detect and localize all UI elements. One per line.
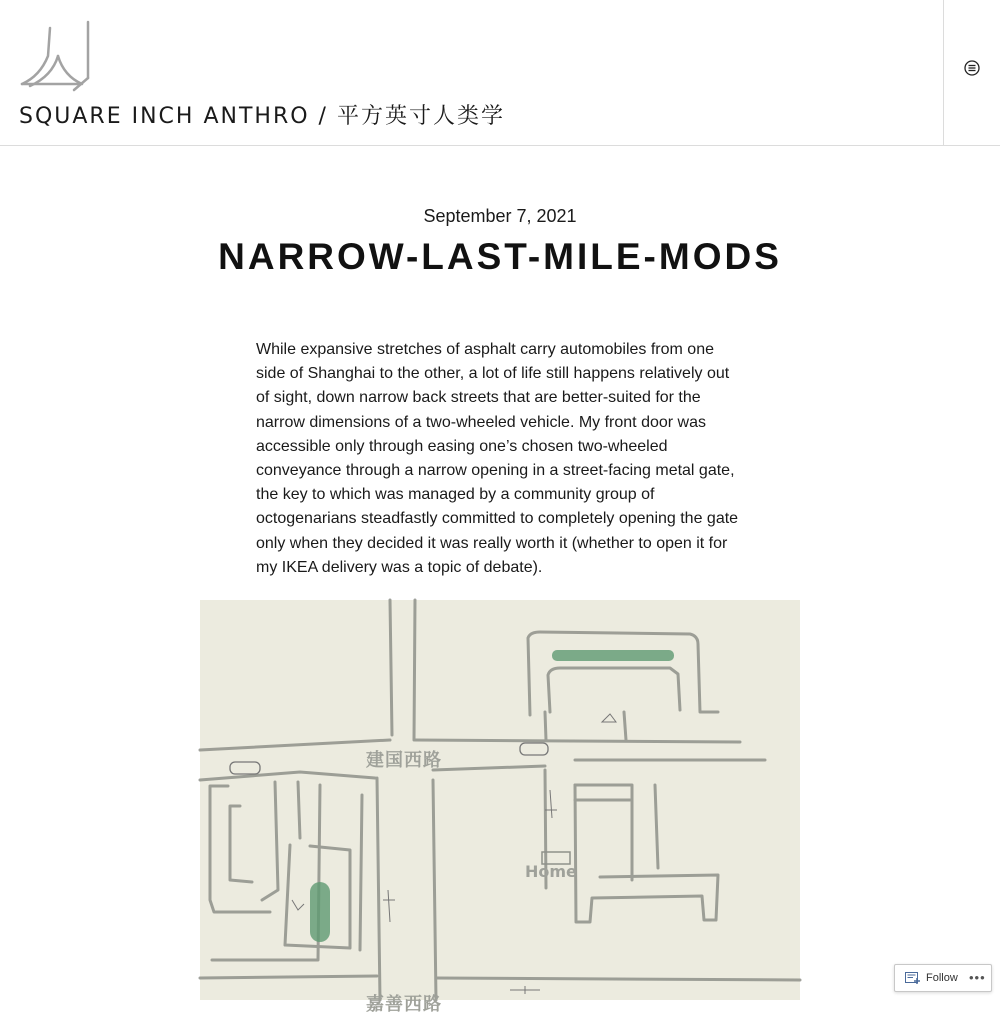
follow-button[interactable] xyxy=(894,964,992,992)
more-options-icon[interactable]: ••• xyxy=(969,970,986,985)
home-label: Home xyxy=(525,862,577,881)
post-title: NARROW-LAST-MILE-MODS xyxy=(218,236,782,277)
post-body: While expansive stretches of asphalt carry automobiles from one side of Shanghai to the other, a lot of life still happens relatively out of sight, down narrow back streets that are better-suited for the narrow dimensions of a two-wheeled vehicle. My front door was accessible only through easing one’s chosen two-wheeled conveyance through a narrow opening in a street-facing metal gate, the key to which was managed by a community group of octogenarians steadfastly committed to completely opening the gate only when they decided it was really worth it (whether to open it for my IKEA delivery was a topic of debate). xyxy=(256,341,739,576)
site-title[interactable]: SQUARE INCH ANTHRO / 平方英寸人类学 xyxy=(19,104,505,129)
street-label-top: 建国西路 xyxy=(366,750,442,771)
site-header xyxy=(0,0,1000,146)
menu-toggle-icon[interactable] xyxy=(964,60,980,76)
follow-icon xyxy=(905,972,921,985)
menu-area xyxy=(943,0,1000,146)
post-date[interactable]: September 7, 2021 xyxy=(423,206,577,226)
street-label-bottom: 嘉善西路 xyxy=(366,994,442,1015)
site-logo-icon[interactable] xyxy=(18,18,96,94)
follow-label: Follow xyxy=(926,972,958,984)
map-drawing xyxy=(200,600,800,1000)
map-illustration[interactable] xyxy=(200,600,800,1015)
